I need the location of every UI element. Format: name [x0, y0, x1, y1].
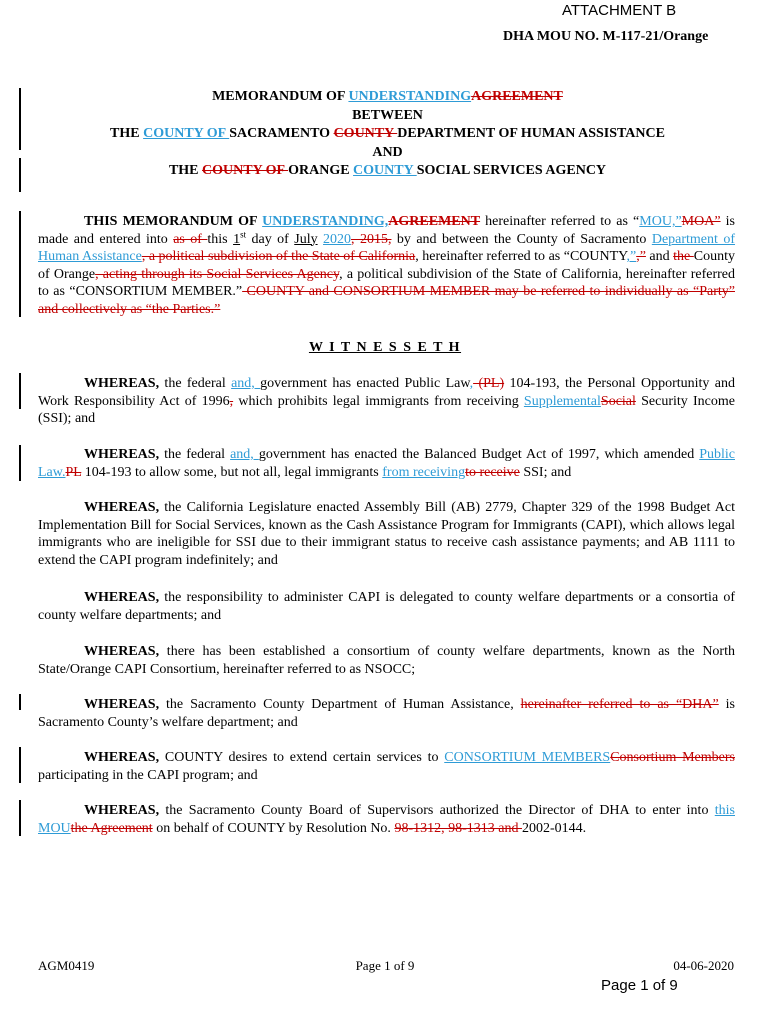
title-line-1: MEMORANDUM OF UNDERSTANDINGAGREEMENT — [212, 89, 563, 104]
whereas-clause-2: WHEREAS, the federal and, government has enacted the Balanced Budget Act of 1997, which amended Public Law.PL 104-193 to allow some, but not all, legal immigrants from receivingto receive SSI; and — [38, 447, 735, 480]
deleted-text: 98-1312, 98-1313 and — [394, 820, 522, 836]
inserted-text: and, — [231, 376, 261, 391]
change-bar — [19, 122, 21, 150]
whereas-clause-1: WHEREAS, the federal and, government has enacted Public Law, (PL) 104-193, the Personal Opportunity and Work Responsibility Act of 1996, which prohibits legal immigrants from receiving SupplementalSocial Security Income (SSI); and — [38, 376, 735, 427]
deleted-text: as of — [173, 231, 208, 247]
whereas-clause-3: WHEREAS, the California Legislature enacted Assembly Bill (AB) 2779, Chapter 329 of the 1998 Budget Act Implementation Bill for Social Services, known as the Cash Assistance Program for Immigrants (CAPI), which allows legal immigrants who are ineligible for SSI due to their immigrant status to receive cash assistance payments; and AB 1111 to extend the CAPI program indefinitely; and — [38, 500, 735, 568]
inserted-text: COUNTY OF — [143, 126, 230, 141]
footer-date: 04-06-2020 — [673, 958, 734, 973]
deleted-text: ,” — [636, 249, 646, 265]
deleted-text: COUNTY OF — [202, 163, 289, 178]
deleted-text: Social — [600, 393, 636, 409]
deleted-text: AGREEMENT — [388, 214, 481, 229]
change-bar — [19, 800, 21, 836]
change-bar — [19, 211, 21, 317]
deleted-text: to receive — [465, 464, 520, 480]
deleted-text: PL — [65, 464, 82, 480]
whereas-clause-6: WHEREAS, the Sacramento County Department of Human Assistance, hereinafter referred to as “DHA” is Sacramento County’s welfare department; and — [38, 697, 735, 730]
deleted-text: COUNTY — [333, 126, 398, 141]
title-line-3: THE COUNTY OF SACRAMENTO COUNTY DEPARTMENT OF HUMAN ASSISTANCE — [110, 126, 665, 141]
deleted-text: , 2015, — [351, 231, 392, 247]
change-bar — [19, 158, 21, 192]
inserted-text: Supplemental — [523, 393, 601, 409]
whereas-clause-5: WHEREAS, there has been established a consortium of county welfare departments, known as the North State/Orange CAPI Consortium, hereinafter referred to as NSOCC; — [38, 644, 735, 677]
footer-page-number: Page 1 of 9 — [355, 958, 415, 973]
whereas-clause-7: WHEREAS, COUNTY desires to extend certain services to CONSORTIUM MEMBERSConsortium Members participating in the CAPI program; and — [38, 750, 735, 783]
whereas-clause-8: WHEREAS, the Sacramento County Board of Supervisors authorized the Director of DHA to enter into this MOUthe Agreement on behalf of COUNTY by Resolution No. 98-1312, 98-1313 and 2002-0144. — [38, 803, 735, 836]
deleted-text: , acting through its Social Services Agency — [95, 266, 340, 282]
change-bar — [19, 88, 21, 122]
inserted-text: MOU,” — [639, 214, 682, 229]
deleted-text: hereinafter referred to as “DHA” — [520, 697, 719, 712]
inserted-text: Department of Human Assistance — [38, 231, 736, 265]
whereas-clause-4: WHEREAS, the responsibility to administer CAPI is delegated to county welfare departments or a consortia of county welfare departments; and — [38, 590, 735, 623]
deleted-text: , a political subdivision of the State of California — [141, 249, 416, 265]
inserted-text: CONSORTIUM MEMBERS — [444, 750, 611, 765]
inserted-text: Public Law. — [38, 447, 735, 480]
change-bar — [19, 747, 21, 783]
document-title — [40, 88, 735, 181]
deleted-text: , — [229, 393, 234, 409]
inserted-text: 2020 — [323, 231, 352, 247]
inserted-text: , — [469, 376, 474, 391]
change-bar — [19, 373, 21, 409]
inserted-text: this MOU — [38, 803, 735, 836]
inserted-text: UNDERSTANDING — [348, 89, 472, 104]
change-bar — [19, 445, 21, 481]
witnesseth-heading: W I T N E S S E T H — [308, 340, 462, 355]
title-line-4: AND — [372, 144, 403, 160]
change-bar — [19, 694, 21, 710]
deleted-text: the — [673, 249, 694, 265]
deleted-text: the Agreement — [70, 820, 153, 836]
deleted-text: COUNTY and CONSORTIUM MEMBER may be referred to individually as “Party” and collectively as “the Parties.” — [38, 284, 735, 317]
inserted-text: ,” — [626, 249, 637, 265]
deleted-text: AGREEMENT — [471, 89, 563, 104]
mou-number: DHA MOU NO. M-117-21/Orange — [503, 29, 709, 44]
intro-paragraph: THIS MEMORANDUM OF UNDERSTANDING,AGREEMENT hereinafter referred to as “MOU,”MOA” is made and entered into as of this 1st day of July 2020, 2015, by and between the County of Sacramento Department of Human Assistance, a political subdivision of the State of California, hereinafter referred to as “COUNTY,”,” and the County of Orange, acting through its Social Services Agency, a political subdivision of the State of California, hereinafter referred to as “CONSORTIUM MEMBER.” COUNTY and CONSORTIUM MEMBER may be referred to individually as “Party” and collectively as “the Parties.” — [38, 214, 736, 317]
title-line-2: BETWEEN — [352, 107, 423, 123]
inserted-text: and, — [230, 447, 259, 462]
inserted-text: COUNTY — [353, 163, 417, 178]
footer-form-code: AGM0419 — [38, 958, 95, 973]
title-line-5: THE COUNTY OF ORANGE COUNTY SOCIAL SERVICES AGENCY — [168, 163, 607, 178]
deleted-text: (PL) — [473, 376, 505, 391]
page-indicator: Page 1 of 9 — [601, 977, 678, 994]
deleted-text: Consortium Members — [610, 750, 735, 765]
inserted-text: from receiving — [382, 464, 466, 480]
deleted-text: MOA” — [681, 214, 721, 229]
inserted-text: UNDERSTANDING, — [262, 214, 389, 229]
attachment-label: ATTACHMENT B — [562, 2, 677, 19]
